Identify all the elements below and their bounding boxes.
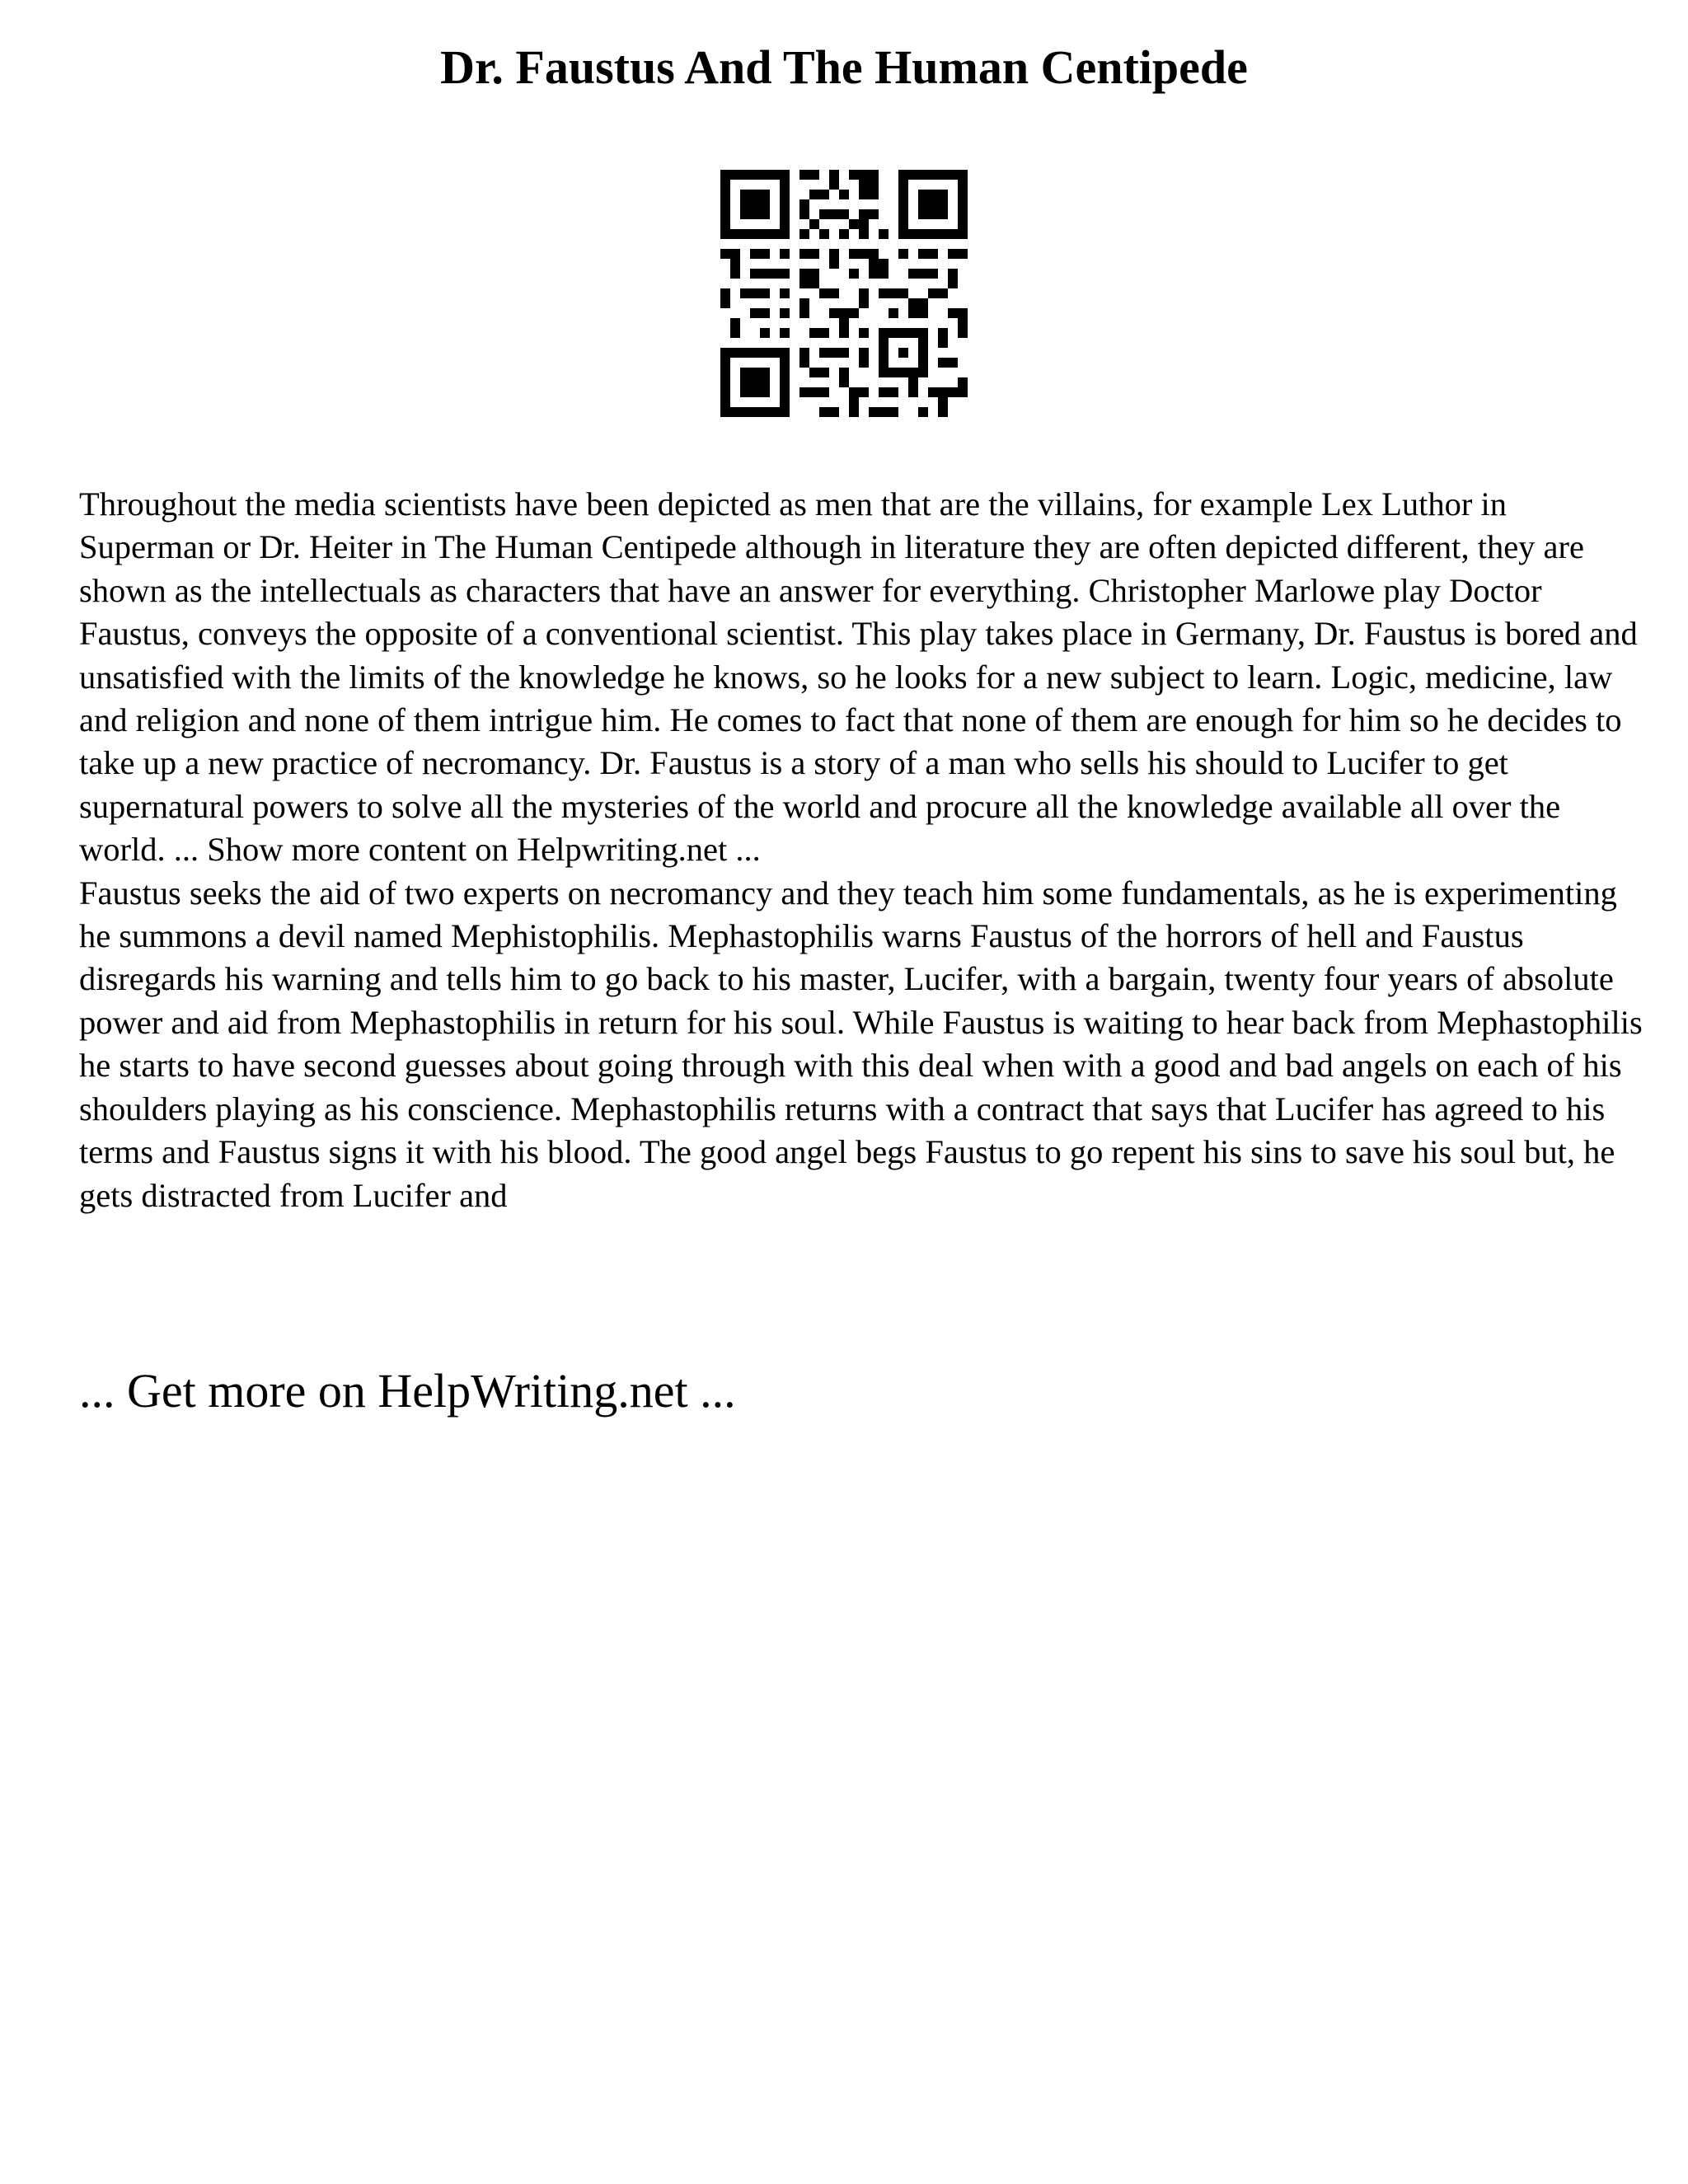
paragraph-1: Throughout the media scientists have been depicted as men that are the villains, for example Lex Luthor in Superman or Dr. Heiter in The Human Centipede although in literature they are often depicted different, they are shown as the intellectuals as characters that have an answer for everything. Christopher Marlowe play Doctor Faustus, conveys the opposite of a conventional scientist. This play takes place in Germany, Dr. Faustus is bored and unsatisfied with the limits of the knowledge he knows, so he looks for a new subject to learn. Logic, medicine, law and religion and none of them intrigue him. He comes to fact that none of them are enough for him so he decides to take up a new practice of necromancy. Dr. Faustus is a story of a man who sells his should to Lucifer to get supernatural powers to solve all the mysteries of the world and procure all the knowledge available all over the world. ... Show more content on Helpwriting.net ... (79, 485, 1638, 869)
qr-code-icon (720, 170, 968, 417)
paragraph-2: Faustus seeks the aid of two experts on necromancy and they teach him some fundamentals, as he is experimenting he summons a devil named Mephistophilis. Mephastophilis warns Faustus of the horrors of hell and Faustus disregards his warning and tells him to go back to his master, Lucifer, with a bargain, twenty four years of absolute power and aid from Mephastophilis in return for his soul. While Faustus is waiting to hear back from Mephastophilis he starts to have second guesses about going through with this deal when with a good and bad angels on each of his shoulders playing as his conscience. Mephastophilis returns with a contract that says that Lucifer has agreed to his terms and Faustus signs it with his blood. The good angel begs Faustus to go repent his sins to save his soul but, he gets distracted from Lucifer and (79, 874, 1643, 1214)
get-more-link[interactable]: ... Get more on HelpWriting.net ... (79, 1364, 736, 1418)
qr-code (720, 170, 968, 417)
document-body (79, 483, 1645, 1217)
document-title: Dr. Faustus And The Human Centipede (440, 40, 1248, 94)
